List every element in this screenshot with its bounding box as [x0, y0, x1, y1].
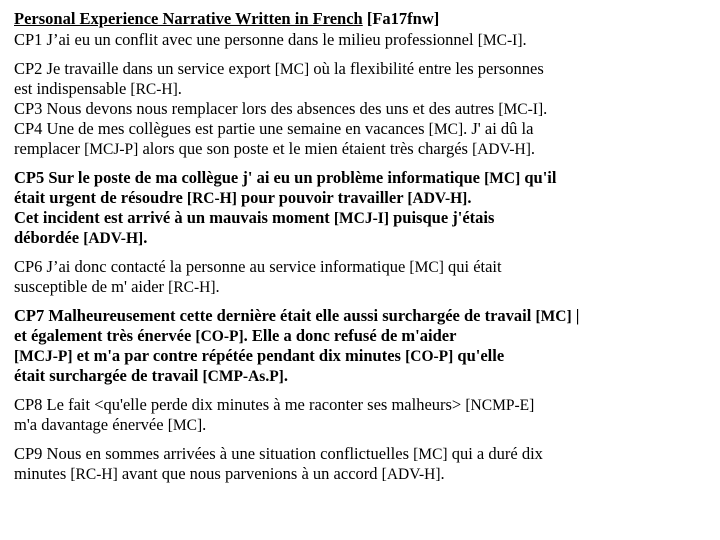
- annotation-tag: [MCJ-I]: [333, 210, 389, 227]
- narrative-text: CP3 Nous devons nous remplacer lors des absences des uns et des autres: [14, 99, 499, 118]
- annotation-tag: [MC]: [167, 417, 203, 434]
- paragraph-line: [14, 346, 710, 366]
- paragraph-cp5: [14, 168, 710, 248]
- narrative-text: CP6 J’ai donc contacté la personne au service informatique: [14, 257, 410, 276]
- narrative-text: m'a davantage énervée: [14, 415, 168, 434]
- narrative-text: susceptible de m' aider: [14, 277, 169, 296]
- annotation-tag: [MC]: [428, 121, 464, 138]
- annotation-tag: [CO-P]: [405, 348, 454, 365]
- annotation-tag: [ADV-H]: [472, 141, 531, 158]
- annotation-tag: [RC-H]: [168, 279, 216, 296]
- paragraph-line: [14, 444, 710, 464]
- narrative-text: CP1 J’ai eu un conflit avec une personne dans le milieu professionnel: [14, 30, 478, 49]
- narrative-text: est indispensable: [14, 79, 131, 98]
- paragraph-line: [14, 139, 710, 159]
- paragraph-line: [14, 326, 710, 346]
- annotation-tag: [ADV-H]: [83, 230, 144, 247]
- paragraph-cp2: [14, 59, 710, 99]
- annotation-tag: [MC]: [535, 308, 572, 325]
- narrative-text: .: [440, 464, 445, 483]
- narrative-text: .: [143, 228, 148, 247]
- narrative-text: alors que son poste et le mien étaient très chargés: [138, 139, 473, 158]
- paragraph-line: [14, 119, 710, 139]
- paragraph-line: [14, 99, 710, 119]
- paragraph-line: [14, 306, 710, 326]
- narrative-text: .: [202, 415, 207, 434]
- paragraph-line: [14, 228, 710, 248]
- narrative-text: débordée: [14, 228, 84, 247]
- annotation-tag: [MC-I]: [477, 32, 523, 49]
- narrative-text: pour pouvoir travailler: [236, 188, 408, 207]
- narrative-text: CP2 Je travaille dans un service export: [14, 59, 275, 78]
- document-title: [14, 9, 710, 28]
- paragraph-cp6: [14, 257, 710, 297]
- annotation-tag: [MC]: [409, 259, 444, 276]
- narrative-text: CP9 Nous en sommes arrivées à une situation conflictuelles: [14, 444, 414, 463]
- title-text: Personal Experience Narrative Written in French: [14, 9, 363, 28]
- annotation-tag: [RC-H]: [70, 466, 118, 483]
- annotation-tag: [CMP-As.P]: [202, 368, 284, 385]
- narrative-text: .: [522, 30, 527, 49]
- narrative-text: qui a duré dix: [447, 444, 543, 463]
- paragraph-line: [14, 79, 710, 99]
- paragraph-line: [14, 30, 710, 50]
- narrative-text: .: [177, 79, 182, 98]
- narrative-text: Cet incident est arrivé à un mauvais moment: [14, 208, 334, 227]
- narrative-text: .: [467, 188, 472, 207]
- narrative-text: . J' ai dû la: [463, 119, 534, 138]
- paragraph-line: [14, 395, 710, 415]
- annotation-tag: [MC]: [274, 61, 310, 78]
- narrative-text: avant que nous parvenions à un accord: [117, 464, 382, 483]
- paragraph-line: [14, 366, 710, 386]
- narrative-text: était surchargée de travail: [14, 366, 203, 385]
- paragraph-cp3: [14, 99, 710, 119]
- narrative-text: CP7 Malheureusement cette dernière était elle aussi surchargée de travail: [14, 306, 536, 325]
- paragraph-cp9: [14, 444, 710, 484]
- paragraph-line: [14, 59, 710, 79]
- paragraph-line: [14, 277, 710, 297]
- annotation-tag: [NCMP-E]: [465, 397, 535, 414]
- narrative-text: minutes: [14, 464, 71, 483]
- annotation-tag: [MCJ-P]: [84, 141, 139, 158]
- narrative-text: où la flexibilité entre les personnes: [309, 59, 544, 78]
- narrative-text: était urgent de résoudre: [14, 188, 187, 207]
- narrative-text: .: [543, 99, 548, 118]
- paragraph-cp8: [14, 395, 710, 435]
- paragraph-line: [14, 208, 710, 228]
- narrative-text: qu'elle: [453, 346, 505, 365]
- paragraph-cp4: [14, 119, 710, 159]
- paragraph-line: [14, 415, 710, 435]
- annotation-tag: [RC-H]: [130, 81, 178, 98]
- narrative-text: qui était: [443, 257, 502, 276]
- title-code: [Fa17fnw]: [366, 9, 440, 28]
- narrative-text: |: [571, 306, 580, 325]
- annotation-tag: [RC-H]: [186, 190, 237, 207]
- narrative-text: puisque j'étais: [388, 208, 495, 227]
- annotation-tag: [MC]: [484, 170, 521, 187]
- narrative-text: .: [530, 139, 536, 158]
- annotation-tag: [MCJ-P]: [14, 348, 73, 365]
- narrative-text: remplacer: [14, 139, 85, 158]
- annotation-tag: [MC]: [413, 446, 448, 463]
- paragraph-cp1: [14, 30, 710, 50]
- narrative-paragraphs: [14, 30, 710, 484]
- narrative-text: CP4 Une de mes collègues est partie une semaine en vacances: [14, 119, 429, 138]
- paragraph-line: [14, 464, 710, 484]
- narrative-text: .: [283, 366, 288, 385]
- annotation-tag: [ADV-H]: [407, 190, 468, 207]
- narrative-text: et m'a par contre répétée pendant dix minutes: [72, 346, 406, 365]
- narrative-text: et également très énervée: [14, 326, 196, 345]
- narrative-text: qu'il: [520, 168, 557, 187]
- annotation-tag: [CO-P]: [195, 328, 244, 345]
- paragraph-line: [14, 188, 710, 208]
- paragraph-line: [14, 168, 710, 188]
- narrative-text: .: [215, 277, 220, 296]
- narrative-text: CP8 Le fait <qu'elle perde dix minutes à me raconter ses malheurs>: [14, 395, 466, 414]
- annotation-tag: [ADV-H]: [381, 466, 441, 483]
- annotation-tag: [MC-I]: [498, 101, 544, 118]
- narrative-text: CP5 Sur le poste de ma collègue j' ai eu un problème informatique: [14, 168, 485, 187]
- paragraph-cp7: [14, 306, 710, 386]
- narrative-text: . Elle a donc refusé de m'aider: [243, 326, 457, 345]
- paragraph-line: [14, 257, 710, 277]
